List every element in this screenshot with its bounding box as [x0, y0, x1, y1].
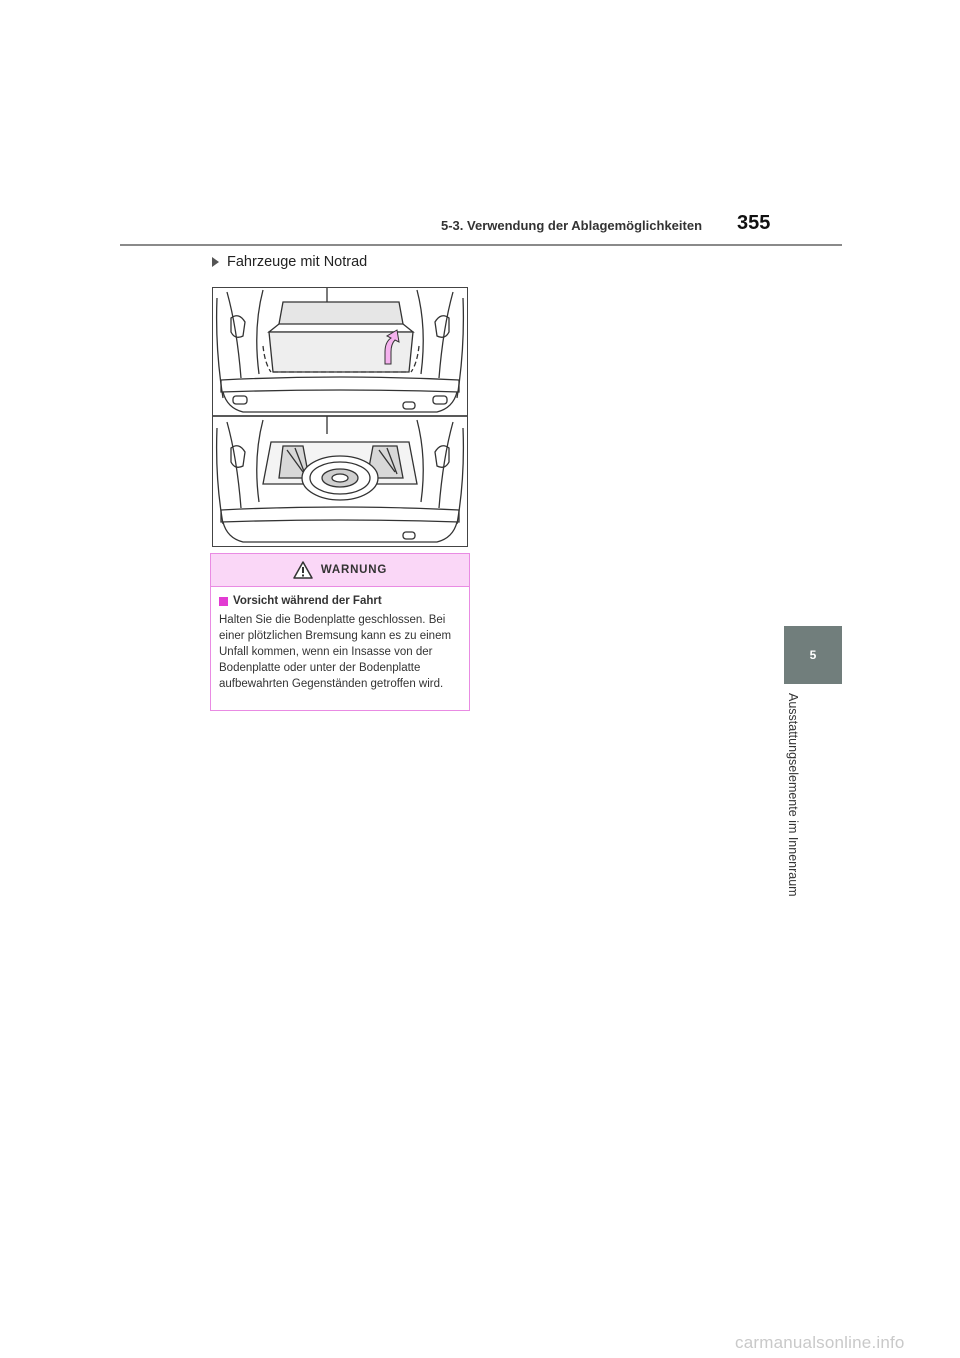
- triangle-bullet-icon: [212, 257, 219, 267]
- trunk-open-spare-tire-drawing: [217, 416, 464, 542]
- trunk-closed-board-drawing: [217, 288, 464, 412]
- chapter-number: 5: [809, 648, 817, 662]
- warning-item-heading-text: Vorsicht während der Fahrt: [233, 595, 382, 607]
- chapter-tab: [784, 626, 842, 684]
- page-number: 355: [737, 212, 771, 234]
- warning-box: [210, 553, 470, 711]
- warning-item-text: Halten Sie die Bodenplatte geschlossen. Bei einer plötzlichen Bremsung kann es zu einem Unfall kommen, wenn ein Insasse von der Bodenplatte oder unter der Bodenplatte aufbewahrten Gegenständen getroffen wird.: [219, 614, 452, 690]
- warning-header: [211, 554, 469, 587]
- header-divider: [120, 244, 842, 246]
- subheading-text: Fahrzeuge mit Notrad: [227, 254, 368, 270]
- section-title: 5-3. Verwendung der Ablagemöglichkeiten: [441, 218, 703, 233]
- chapter-side-title: Ausstattungselemente im Innenraum: [786, 693, 800, 897]
- subheading: [212, 254, 367, 270]
- warning-content: [211, 587, 469, 692]
- trunk-spare-tire-illustration: [212, 287, 468, 547]
- warning-item-heading: [219, 595, 463, 607]
- square-bullet-icon: [219, 597, 228, 606]
- watermark: carmanualsonline.info: [735, 1333, 905, 1352]
- warning-triangle-icon: [293, 561, 313, 579]
- warning-title: WARNUNG: [320, 564, 388, 576]
